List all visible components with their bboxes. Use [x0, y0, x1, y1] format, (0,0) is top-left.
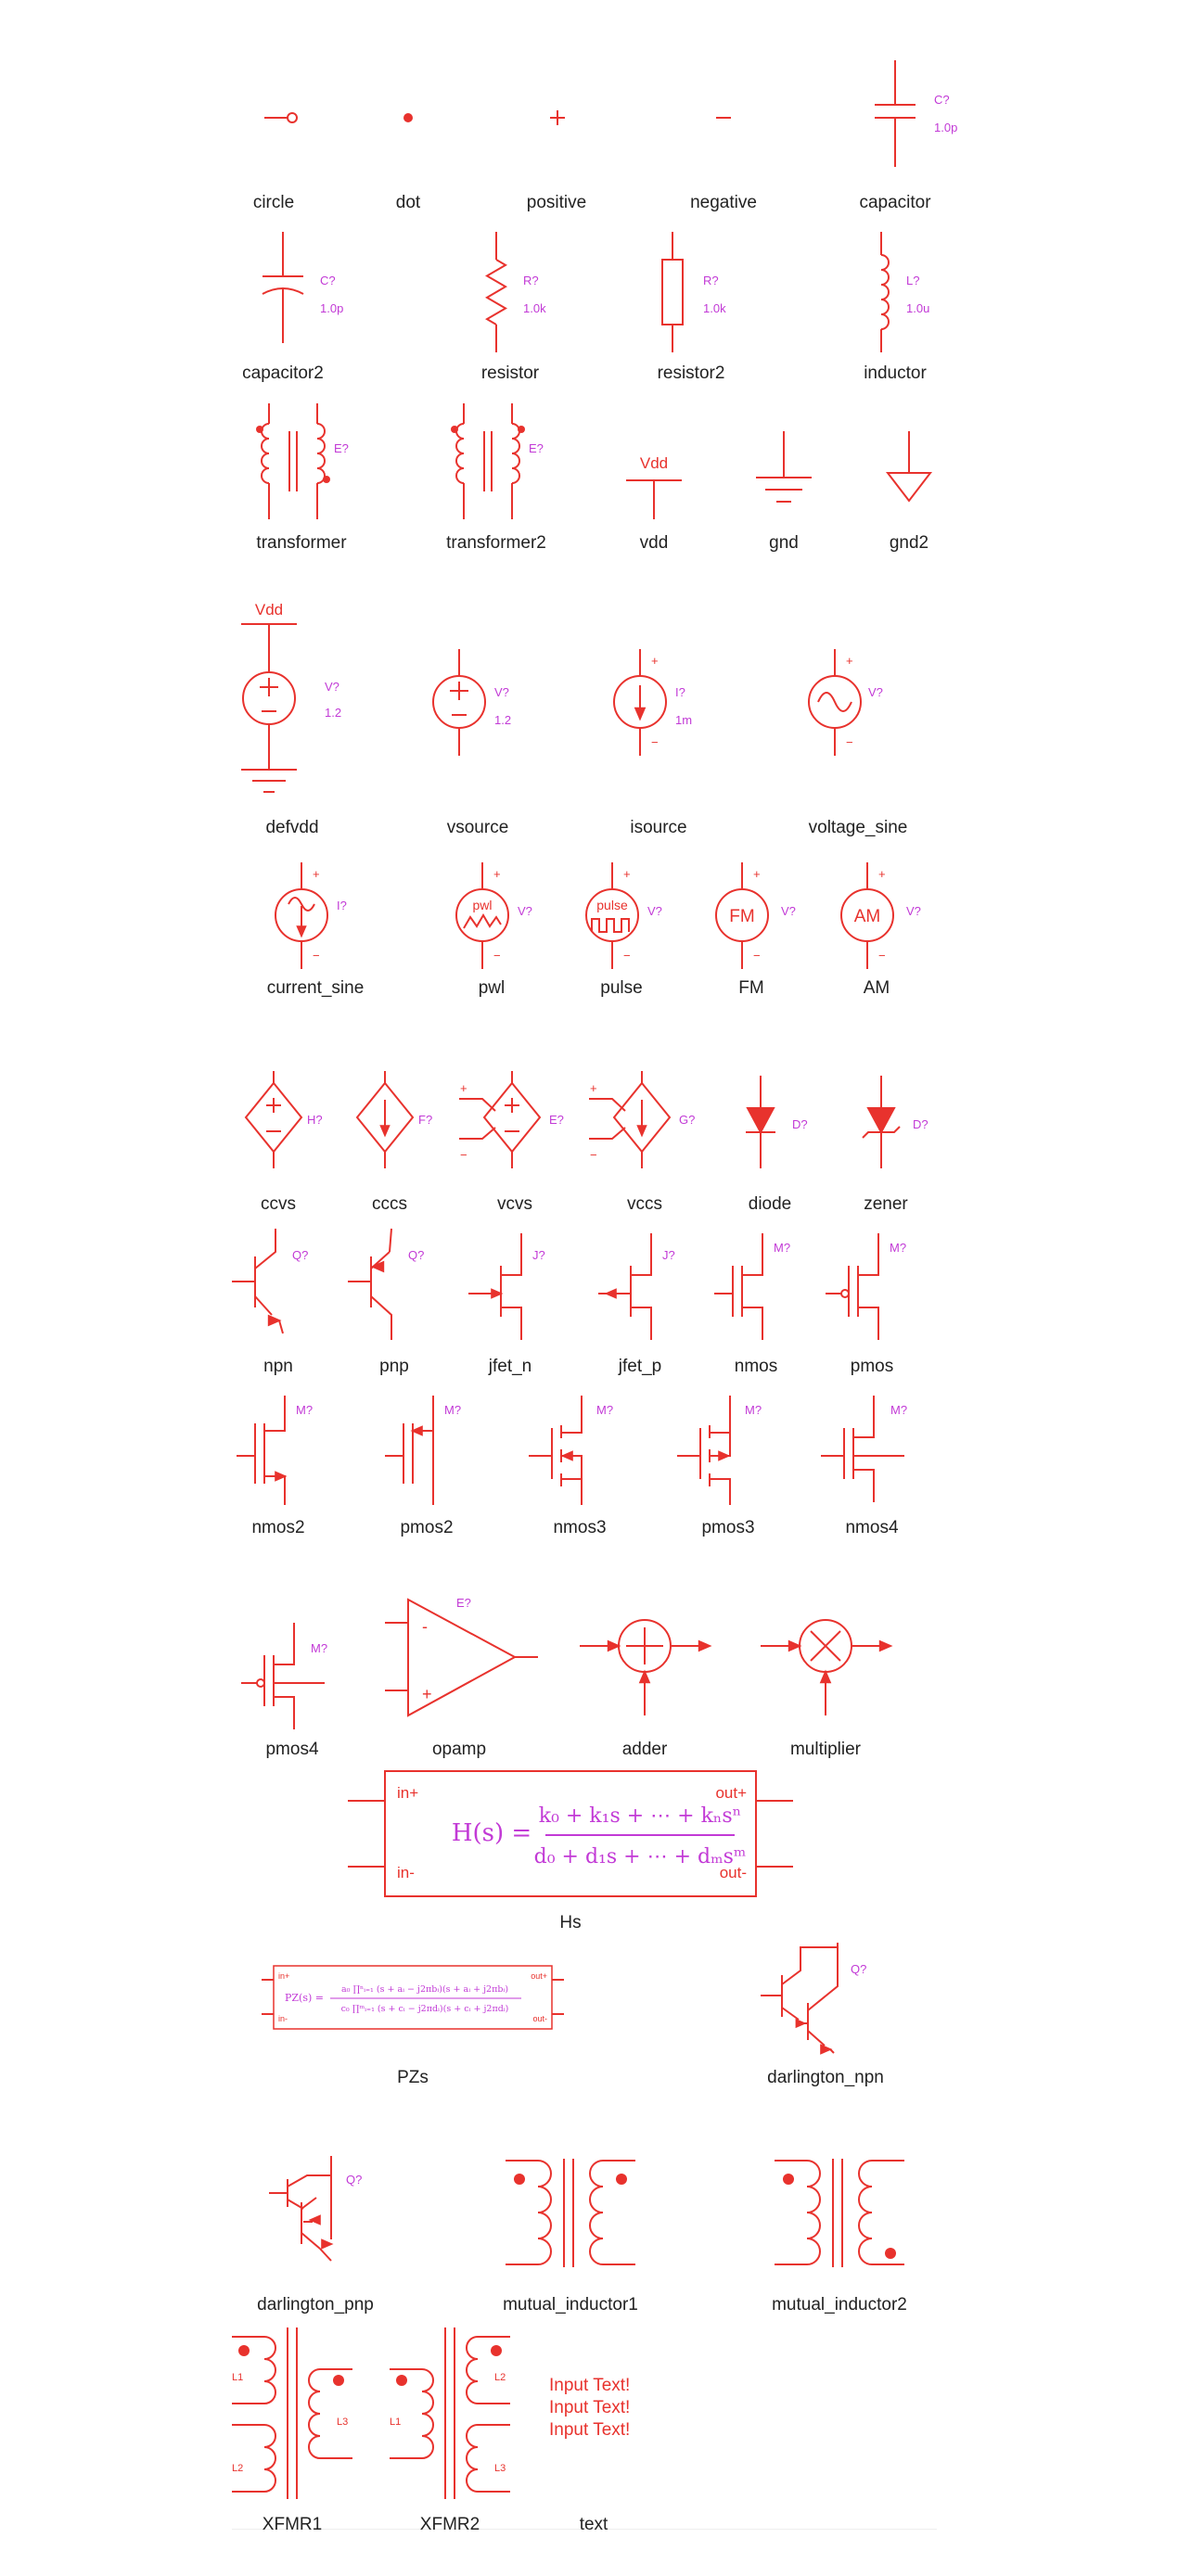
ref-designator: E? — [529, 441, 544, 455]
symbol-pmos4[interactable] — [237, 1613, 348, 1762]
formula-denominator: d₀ + d₁s + ⋯ + dₘsᵐ — [533, 1845, 747, 1868]
component-value: 1.0p — [320, 301, 344, 315]
symbol-ccvs[interactable] — [227, 1066, 329, 1217]
winding-l2: L2 — [494, 2372, 506, 2383]
nmos-icon — [705, 1224, 807, 1349]
symbol-text[interactable] — [538, 2360, 649, 2537]
vccs-icon — [584, 1066, 705, 1173]
ref-designator: Q? — [292, 1248, 309, 1262]
symbol-jfet-p[interactable] — [594, 1224, 686, 1379]
symbol-label: resistor2 — [657, 363, 725, 383]
nmos3-icon — [524, 1386, 635, 1511]
multiplier-icon — [756, 1604, 895, 1725]
symbol-defvdd[interactable] — [223, 598, 362, 840]
supply-label: Vdd — [639, 454, 669, 472]
am-icon — [821, 858, 932, 969]
symbol-resistor2[interactable] — [621, 227, 761, 386]
ccvs-icon — [227, 1066, 329, 1173]
symbol-pmos3[interactable] — [672, 1386, 784, 1540]
ref-designator: C? — [320, 274, 336, 287]
voltage-sine-icon — [788, 644, 928, 756]
symbol-label: dot — [395, 193, 421, 212]
symbol-label: pulse — [600, 978, 643, 998]
symbol-inductor[interactable] — [830, 227, 960, 386]
component-value: 1.0k — [703, 301, 726, 315]
symbol-pmos2[interactable] — [376, 1386, 478, 1540]
ref-designator: V? — [868, 685, 883, 699]
symbol-label: vccs — [627, 1194, 662, 1214]
symbol-label: pwl — [478, 978, 506, 998]
ref-designator: E? — [334, 441, 349, 455]
jfet-p-icon — [594, 1224, 686, 1349]
diode-icon — [714, 1071, 826, 1173]
ref-designator: E? — [456, 1596, 471, 1610]
symbol-label: pmos — [850, 1357, 894, 1376]
symbol-adder[interactable] — [575, 1604, 714, 1762]
ref-designator: F? — [418, 1113, 433, 1127]
symbol-label: Hs — [559, 1913, 582, 1932]
vdd-icon — [612, 427, 696, 529]
symbol-label: pmos3 — [701, 1518, 755, 1537]
minus-terminal: − — [493, 949, 501, 963]
symbol-label: XFMR2 — [419, 2515, 480, 2534]
symbol-label: jfet_n — [488, 1357, 532, 1376]
symbol-label: zener — [864, 1194, 908, 1214]
symbol-opamp[interactable] — [380, 1590, 538, 1762]
capacitor-icon — [830, 56, 960, 185]
symbol-darlington-pnp[interactable] — [246, 2151, 385, 2317]
symbol-label: resistor — [480, 363, 540, 383]
jfet-n-icon — [464, 1224, 557, 1349]
component-value: 1.0p — [934, 121, 958, 134]
ref-designator: D? — [792, 1117, 808, 1131]
ref-designator: M? — [890, 1241, 907, 1255]
symbol-cccs[interactable] — [339, 1066, 441, 1217]
symbol-resistor[interactable] — [445, 227, 575, 386]
symbol-dot[interactable] — [362, 67, 455, 215]
symbol-npn[interactable] — [227, 1224, 329, 1379]
symbol-capacitor2[interactable] — [227, 227, 344, 386]
symbol-hs[interactable] — [343, 1766, 798, 1935]
symbol-label: current_sine — [266, 978, 365, 998]
symbol-jfet-n[interactable] — [464, 1224, 557, 1379]
symbol-label: voltage_sine — [808, 818, 908, 837]
minus-terminal: − — [753, 949, 761, 963]
winding-l1: L1 — [390, 2417, 402, 2428]
plus-terminal: + — [846, 654, 853, 668]
symbol-nmos4[interactable] — [816, 1386, 928, 1540]
pmos-icon — [821, 1224, 923, 1349]
component-value: 1.0k — [523, 301, 546, 315]
symbol-label: nmos2 — [251, 1518, 305, 1537]
symbol-transformer[interactable] — [232, 394, 371, 555]
component-value: 1.0u — [906, 301, 930, 315]
pnp-icon — [343, 1224, 445, 1349]
ref-designator: Q? — [408, 1248, 425, 1262]
nmos4-icon — [816, 1386, 928, 1511]
symbol-label: circle — [252, 193, 295, 212]
ref-designator: G? — [679, 1113, 696, 1127]
symbol-label: nmos — [734, 1357, 778, 1376]
symbol-label: text — [579, 2515, 608, 2534]
resistor-icon — [445, 227, 575, 362]
symbol-label: transformer2 — [446, 533, 546, 553]
symbol-label: darlington_pnp — [257, 2295, 374, 2315]
minus-terminal: − — [878, 949, 886, 963]
input-plus: in+ — [278, 1971, 290, 1981]
source-type: pulse — [596, 898, 628, 912]
symbol-label: XFMR1 — [262, 2515, 323, 2534]
symbol-voltage-sine[interactable] — [788, 644, 928, 840]
cccs-icon — [339, 1066, 441, 1173]
output-plus: out+ — [531, 1971, 547, 1981]
fm-icon — [696, 858, 807, 969]
plus-terminal: + — [651, 654, 659, 668]
isource-icon — [594, 644, 724, 756]
pmos2-icon — [376, 1386, 478, 1511]
symbol-capacitor[interactable] — [830, 56, 960, 215]
inductor-icon — [830, 227, 960, 362]
source-type: FM — [729, 907, 755, 926]
winding-l3: L3 — [494, 2463, 506, 2474]
text-line: Input Text! — [549, 2398, 631, 2417]
symbol-negative[interactable] — [668, 67, 779, 215]
symbol-fm[interactable] — [696, 858, 807, 1001]
positive-icon — [506, 67, 608, 178]
symbol-label: nmos4 — [845, 1518, 899, 1537]
winding-l3: L3 — [337, 2417, 349, 2428]
opamp-icon — [380, 1590, 538, 1725]
component-value: 1.2 — [494, 713, 512, 727]
symbol-label: PZs — [397, 2068, 429, 2087]
circle-icon — [227, 67, 320, 178]
formula-lhs: H(s) = — [451, 1819, 532, 1847]
ref-designator: J? — [662, 1248, 675, 1262]
defvdd-icon — [223, 598, 362, 797]
symbol-label: diode — [748, 1194, 792, 1214]
minus-terminal: − — [623, 949, 631, 963]
text-line: Input Text! — [549, 2420, 631, 2440]
minus-terminal: − — [313, 949, 320, 963]
ref-designator: V? — [906, 904, 921, 918]
input-plus: in+ — [397, 1784, 419, 1802]
symbol-label: FM — [738, 978, 764, 998]
mutual-inductor1-icon — [501, 2151, 640, 2272]
plus-terminal: + — [878, 867, 886, 881]
symbol-vcvs[interactable] — [455, 1066, 575, 1217]
ref-designator: R? — [523, 274, 539, 287]
symbol-am[interactable] — [821, 858, 932, 1001]
formula-numerator: k₀ + k₁s + ⋯ + kₙsⁿ — [538, 1804, 742, 1828]
vcvs-icon — [455, 1066, 575, 1173]
symbol-gnd[interactable] — [742, 427, 826, 555]
formula-numerator: a₀ ∏ⁿᵢ₌₁ (s + aᵢ − j2πbᵢ)(s + aᵢ + j2πbᵢ) — [340, 1984, 509, 1995]
darlington-npn-icon — [756, 1938, 895, 2054]
xfmr2-icon — [385, 2323, 515, 2499]
minus-terminal: − — [651, 735, 659, 749]
symbol-multiplier[interactable] — [756, 1604, 895, 1762]
ref-designator: D? — [913, 1117, 928, 1131]
vsource-icon — [413, 644, 543, 756]
symbol-label: isource — [630, 818, 687, 837]
output-minus: out- — [532, 2014, 547, 2023]
current-sine-icon — [255, 858, 376, 969]
symbol-current-sine[interactable] — [255, 858, 376, 1001]
symbol-zener[interactable] — [835, 1071, 937, 1217]
ref-designator: M? — [311, 1641, 328, 1655]
input-minus: in- — [278, 2014, 288, 2023]
source-type: pwl — [472, 898, 493, 912]
ref-designator: M? — [774, 1241, 791, 1255]
minus-terminal: − — [590, 1148, 597, 1162]
symbol-transformer2[interactable] — [427, 394, 566, 555]
symbol-label: defvdd — [265, 818, 319, 837]
symbol-label: capacitor — [859, 193, 931, 212]
component-value: 1m — [675, 713, 693, 727]
dot-icon — [362, 67, 455, 178]
symbol-label: vsource — [446, 818, 509, 837]
symbol-xfmr2[interactable] — [385, 2323, 515, 2537]
ref-designator: V? — [647, 904, 662, 918]
capacitor2-icon — [227, 227, 344, 362]
transformer-icon — [232, 394, 371, 529]
symbol-label: jfet_p — [618, 1357, 662, 1376]
ref-designator: L? — [906, 274, 920, 287]
component-value: 1.2 — [325, 706, 342, 720]
symbol-label: transformer — [256, 533, 347, 553]
ref-designator: Q? — [346, 2173, 363, 2187]
minus-terminal: − — [460, 1148, 467, 1162]
ref-designator: I? — [337, 899, 347, 912]
symbol-label: negative — [690, 193, 757, 212]
plus-terminal: + — [460, 1081, 467, 1095]
darlington-pnp-icon — [246, 2151, 385, 2272]
zener-icon — [835, 1071, 937, 1173]
plus-terminal: + — [623, 867, 631, 881]
symbol-vccs[interactable] — [584, 1066, 705, 1217]
input-minus: in- — [397, 1864, 415, 1881]
symbol-label: capacitor2 — [242, 363, 324, 383]
symbol-label: mutual_inductor2 — [772, 2295, 907, 2315]
symbol-label: ccvs — [261, 1194, 296, 1214]
formula-lhs: PZ(s) = — [285, 1992, 324, 2004]
winding-l2: L2 — [232, 2463, 244, 2474]
symbol-nmos2[interactable] — [227, 1386, 329, 1540]
symbol-label: pnp — [379, 1357, 409, 1376]
ref-designator: Q? — [851, 1962, 867, 1976]
symbol-label: gnd — [769, 533, 799, 553]
negative-icon — [668, 67, 779, 178]
ref-designator: H? — [307, 1113, 323, 1127]
output-plus: out+ — [715, 1784, 747, 1802]
minus-terminal: − — [846, 735, 853, 749]
symbol-gnd2[interactable] — [867, 427, 951, 555]
pmos4-icon — [237, 1613, 348, 1739]
ref-designator: C? — [934, 93, 950, 107]
symbol-mutual-inductor2[interactable] — [770, 2151, 909, 2317]
winding-l1: L1 — [232, 2372, 244, 2383]
pzs-icon — [260, 1957, 566, 2040]
symbol-diode[interactable] — [714, 1071, 826, 1217]
symbol-label: cccs — [372, 1194, 407, 1214]
symbol-pnp[interactable] — [343, 1224, 445, 1379]
ref-designator: R? — [703, 274, 719, 287]
source-type: AM — [853, 907, 881, 926]
plus-terminal: + — [753, 867, 761, 881]
mutual-inductor2-icon — [770, 2151, 909, 2272]
ref-designator: M? — [296, 1403, 314, 1417]
pmos3-icon — [672, 1386, 784, 1511]
inverting-input: - — [422, 1617, 428, 1636]
xfmr1-icon — [227, 2323, 357, 2499]
symbol-label: pmos4 — [265, 1740, 319, 1759]
symbol-label: vdd — [639, 533, 669, 553]
symbol-label: opamp — [431, 1740, 487, 1759]
ref-designator: V? — [494, 685, 509, 699]
symbol-label: positive — [526, 193, 587, 212]
gnd2-icon — [867, 427, 951, 529]
symbol-positive[interactable] — [506, 67, 608, 215]
ref-designator: I? — [675, 685, 685, 699]
plus-terminal: + — [313, 867, 320, 881]
ref-designator: M? — [444, 1403, 462, 1417]
supply-label: Vdd — [254, 601, 284, 618]
text-line: Input Text! — [549, 2376, 631, 2395]
symbol-pmos[interactable] — [821, 1224, 923, 1379]
symbol-label: gnd2 — [889, 533, 929, 553]
ref-designator: M? — [745, 1403, 762, 1417]
symbol-darlington-npn[interactable] — [756, 1938, 895, 2090]
symbol-pzs[interactable] — [260, 1957, 566, 2090]
plus-terminal: + — [493, 867, 501, 881]
symbol-nmos3[interactable] — [524, 1386, 635, 1540]
resistor2-icon — [621, 227, 761, 362]
ref-designator: V? — [325, 680, 339, 694]
symbol-vsource[interactable] — [413, 644, 543, 840]
symbol-label: mutual_inductor1 — [503, 2295, 638, 2315]
symbol-isource[interactable] — [594, 644, 724, 840]
symbol-mutual-inductor1[interactable] — [501, 2151, 640, 2317]
symbol-label: darlington_npn — [767, 2068, 884, 2087]
formula-denominator: c₀ ∏ᵐᵢ₌₁ (s + cᵢ − j2πdᵢ)(s + cᵢ + j2πdᵢ) — [340, 2004, 509, 2014]
symbol-label: AM — [863, 978, 890, 998]
ref-designator: M? — [596, 1403, 614, 1417]
symbol-label: npn — [263, 1357, 293, 1376]
gnd-icon — [742, 427, 826, 529]
plus-terminal: + — [590, 1081, 597, 1095]
pulse-icon — [566, 858, 677, 969]
nmos2-icon — [227, 1386, 329, 1511]
symbol-xfmr1[interactable] — [227, 2323, 357, 2537]
text-icon — [538, 2360, 649, 2471]
ref-designator: M? — [890, 1403, 908, 1417]
symbol-label: inductor — [864, 363, 927, 383]
adder-icon — [575, 1604, 714, 1725]
symbol-pulse[interactable] — [566, 858, 677, 1001]
symbol-label: pmos2 — [400, 1518, 454, 1537]
symbol-circle[interactable] — [227, 67, 320, 215]
symbol-label: adder — [621, 1740, 668, 1759]
symbol-label: vcvs — [497, 1194, 532, 1214]
ref-designator: J? — [532, 1248, 545, 1262]
symbol-label: nmos3 — [553, 1518, 607, 1537]
npn-icon — [227, 1224, 329, 1349]
output-minus: out- — [719, 1864, 747, 1881]
transformer2-icon — [427, 394, 566, 529]
ref-designator: E? — [549, 1113, 564, 1127]
symbol-label: multiplier — [789, 1740, 862, 1759]
ref-designator: V? — [781, 904, 796, 918]
pwl-icon — [436, 858, 547, 969]
symbol-vdd[interactable] — [612, 427, 696, 555]
ref-designator: V? — [518, 904, 532, 918]
noninverting-input: + — [422, 1685, 432, 1703]
symbol-nmos[interactable] — [705, 1224, 807, 1379]
symbol-pwl[interactable] — [436, 858, 547, 1001]
hs-icon — [343, 1766, 798, 1896]
